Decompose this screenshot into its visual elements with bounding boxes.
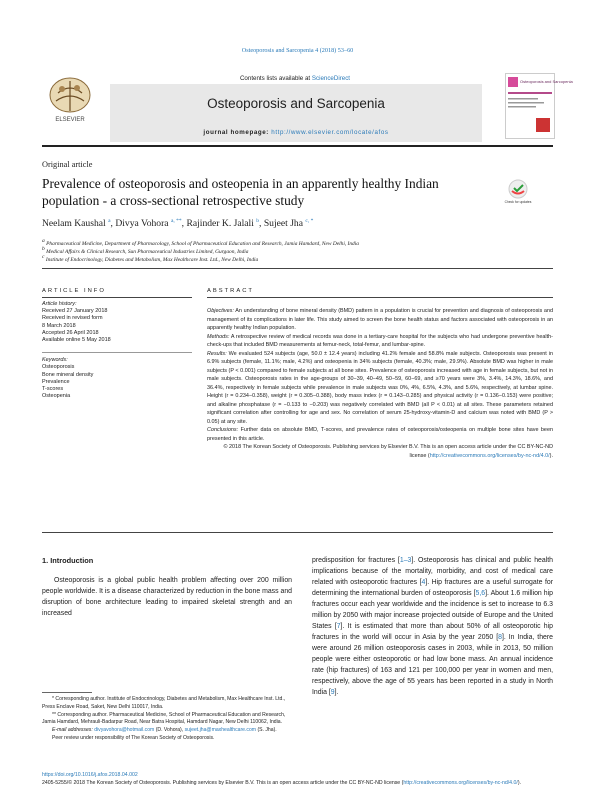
citation-link[interactable]: 8	[498, 634, 502, 641]
abstract-body: Objectives: An understanding of bone mineral density (BMD) pattern in a population is crucial for prevention and diagnosis of osteoporosis and management of its complications in later life. This study aimed to screen the bone health status and factors associated with osteoporosis in an apparently healthy Indian population. Methods: A retrospective review of medical records was done in a tertiary-care hospital for the subjects who had undergone preventive health-check-ups that included BMD measurements at femur-neck, total-femur, and lumbar-spine. Results: We evaluated 524 subjects (age, 50.0 ± 12.4 years) including 41.2% female and 58.8% male subjects. Osteoporosis was present in 6.9% subjects (female, 11.1%; male, 4.2%) and osteopenia in 34% subjects (female, 40.3%; male, 29.9%). Absolute BMD was higher in male subjects (P < 0.001) compared to female subjects at all bone sites. Prevalence of osteoporosis increased with age in female subjects, but not in male subjects. Osteoporosis rates in the age-groups of 30−39, 40−49, 50−59, 60−69, and ≥70 years were 3%, 3.4%, 14.3%, 18.6%, and 36.4%, respectively in female subjects while prevalence in male subjects was 0%, 4%, 6.5%, 4.3%, and 5.6%, respectively, at lumbar spine. Height (r = 0.234−0.358), weight (r = 0.305−0.388), body mass index (r = 0.143−0.285) and physical activity (r = 0.136−0.153) were positive; and alkaline phosphatase (r = −0.133 to −0.203) was negatively correlated with BMD (all P < 0.01) at all sites. These parameters retained significant correlation after controlling for age and sex. No correlation of serum 25-hydroxy-vitamin-D and calcium was noted with BMD (P > 0.05) at any site. Conclusions: Further data on absolute BMD, T-scores, and prevalence rates of osteoporosis/osteopenia on multiple bone sites have been presented in this article. © 2018 The Korean Society of Osteoporosis. Publishing services by Elsevier B.V. This is an open access article under the CC BY-NC-ND license (http://creativecommons.org/licenses/by-nc-nd/4.0/).	[207, 308, 553, 459]
elsevier-wordmark: ELSEVIER	[55, 117, 85, 123]
citation-link[interactable]: 5,6	[475, 590, 486, 597]
citation-link[interactable]: 1–3	[399, 557, 412, 564]
license-link[interactable]: http://creativecommons.org/licenses/by-nc-nd/4.0/	[429, 452, 550, 459]
citation-link[interactable]: 4	[421, 579, 426, 586]
email-link[interactable]: sujeet.jha@maxhealthcare.com	[184, 727, 257, 734]
divider	[207, 297, 553, 298]
history-item: Accepted 26 April 2018	[42, 329, 99, 336]
affiliation: $^b$ Medical Affairs & Clinical Research, Sun Pharmaceutical Industries Limited, Gurgaon, India	[42, 246, 249, 255]
author-sup[interactable]: a	[108, 218, 111, 224]
article-info	[42, 301, 192, 400]
page-footer: https://doi.org/10.1016/j.afos.2018.04.002 2405-5255/© 2018 The Korean Society of Osteoporosis. Publishing services by Elsevier B.V. This is an open access article under the CC BY-NC-ND license (http://creativecommons.org/licenses/by-nc-nd/4.0/).	[42, 772, 553, 787]
divider	[42, 268, 553, 269]
footnote-rule	[42, 692, 92, 693]
contents-line: Contents lists available at ScienceDirect	[239, 75, 351, 82]
elsevier-logo	[44, 73, 96, 125]
article-info-heading: ARTICLE INFO	[42, 288, 106, 294]
author-name[interactable]: Divya Vohora	[115, 218, 169, 230]
article-title: Prevalence of osteoporosis and osteopenia in an apparently healthy Indian population - a cross-sectional retrospective study	[42, 176, 439, 208]
footnotes: * Corresponding author. Institute of Endocrinology, Diabetes and Metabolism, Max Healthcare Inst. Ltd., Press Enclave Road, Saket, New Delhi 110017, India. ** Corresponding author. Pharmaceutical Medicine, School of Pharmaceutical Education and Research, Jamia Hamdard, Mehrauli-Badarpur Road, Near Batra Hospital, Hamdard Nagar, New Delhi 110062, India. E-mail addresses: divyavohora@hotmail.com (D. Vohora), sujeet.jha@maxhealthcare.com (S. Jha). Peer review under responsibility of The Korean Society of Osteoporosis.	[42, 696, 286, 741]
intro-right-column: predisposition for fractures [1–3]. Osteoporosis has clinical and public health implications because of the mortality, morbidity, and cost of medical care related with osteoporotic fractures [4]. Hip fractures are a useful surrogate for determining the international burden of osteoporosis [5,6]. About 1.6 million hip fractures occur each year worldwide and the incidence is set to increase to 6.3 million by 2050 with major increase projected outside of Europe and the United States [7]. It is estimated that more than about 50% of all osteoporotic hip fractures in the world will occur in Asia by the year 2050 [8]. In India, there were around 26 million osteoporosis cases in 2003, while in 2013, 50 million people were either osteoporotic or had low bone mass. An annual incidence rate (hip fractures) of 163 and 121 per 100,000 per year in women and men, respectively, above the age of 55 years has been reported in a study in North India [9].	[312, 557, 554, 696]
section-heading: 1. Introduction	[42, 556, 94, 565]
author-sup[interactable]: a, **	[170, 218, 182, 224]
doi-link[interactable]: https://doi.org/10.1016/j.afos.2018.04.002	[42, 772, 138, 778]
article-type: Original article	[42, 160, 93, 169]
author-name[interactable]: Neelam Kaushal	[42, 218, 106, 230]
history-label: Article history:	[42, 301, 77, 307]
divider	[42, 532, 553, 533]
sciencedirect-link[interactable]: ScienceDirect	[311, 75, 351, 82]
journal-title: Osteoporosis and Sarcopenia	[207, 96, 385, 111]
citation-link[interactable]: 7	[336, 623, 341, 630]
citation-link[interactable]: 9	[330, 689, 335, 696]
history-item: Available online 5 May 2018	[42, 337, 111, 344]
history-item: 8 March 2018	[42, 322, 76, 329]
journal-homepage: journal homepage: http://www.elsevier.com/locate/afos	[203, 129, 389, 136]
keywords-label: Keywords:	[42, 357, 68, 364]
author-list: Neelam Kaushal $^a$, Divya Vohora $^{a, **}$, Rajinder K. Jalali $^b$, Sujeet Jha $^{c, *}$	[42, 218, 314, 230]
keyword: Bone mineral density	[42, 371, 94, 378]
intro-left-column: Osteoporosis is a global public health problem affecting over 200 million people worldwide. It is a disease characterized by reduction in the bone mass and disruption of bone architecture leading to impaired skeletal strength and an increased	[42, 577, 292, 617]
email-link[interactable]: divyavohora@hotmail.com	[94, 727, 155, 734]
author-name[interactable]: Sujeet Jha	[263, 218, 303, 230]
keyword: Osteopenia	[42, 393, 71, 400]
homepage-link[interactable]: http://www.elsevier.com/locate/afos	[271, 129, 389, 136]
license-link[interactable]: http://creativecommons.org/licenses/by-nc-nd/4.0/	[403, 779, 518, 786]
history-item: Received 27 January 2018	[42, 308, 108, 315]
author-sup[interactable]: b	[256, 218, 260, 224]
running-head[interactable]: Osteoporosis and Sarcopenia 4 (2018) 53–60	[241, 47, 354, 54]
journal-cover-image	[505, 73, 573, 139]
keyword: Osteoporosis	[42, 364, 75, 371]
cover-title: Osteoporosis and Sarcopenia	[520, 79, 573, 84]
check-for-updates-icon[interactable]	[503, 178, 533, 208]
affiliation: $^c$ Institute of Endocrinology, Diabetes and Metabolism, Max Healthcare Inst. Ltd., New Delhi, India	[42, 254, 259, 263]
keyword: Prevalence	[42, 378, 70, 385]
divider	[42, 297, 192, 298]
abstract-heading: ABSTRACT	[207, 288, 254, 294]
history-item: Received in revised form	[42, 315, 103, 322]
author-sup[interactable]: c, *	[305, 218, 314, 224]
author-name[interactable]: Rajinder K. Jalali	[186, 218, 254, 230]
keyword: T-scores	[42, 386, 64, 393]
affiliation: $^a$ Pharmaceutical Medicine, Department of Pharmacology, School of Pharmaceutical Education and Research, Jamia Hamdard, New Delhi, India	[42, 238, 359, 247]
crossmark-label: Check for updates	[504, 200, 532, 204]
